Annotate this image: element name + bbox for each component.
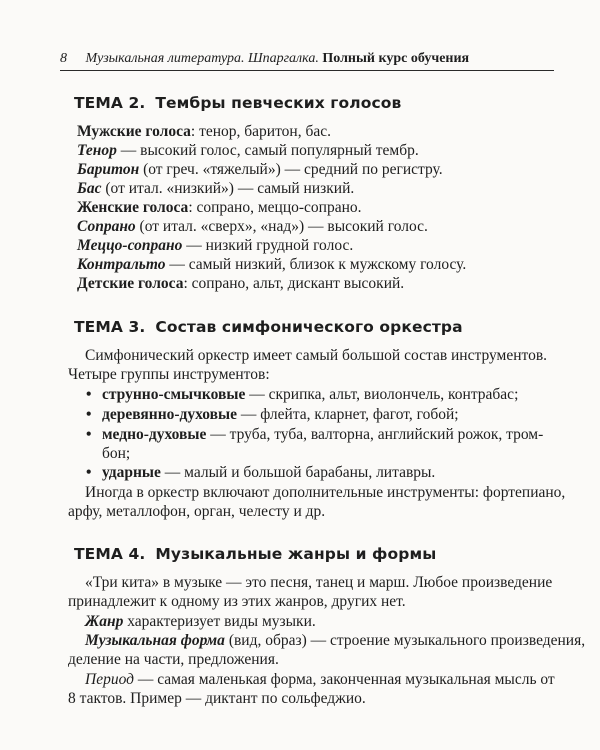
instrument-group-continuation: бон; — [102, 445, 131, 462]
section-4-number: ТЕМА 4. — [74, 545, 146, 563]
paragraph-line: Четыре группы инструментов: — [68, 366, 270, 383]
voice-line: Контральто — самый низкий, близок к мужскому голосу. — [77, 256, 467, 273]
paragraph-line: принадлежит к одному из этих жанров, других нет. — [68, 593, 406, 610]
instrument-group-item: • струнно-смычковые — скрипка, альт, виолончель, контрабас; — [86, 386, 519, 403]
section-3-number: ТЕМА 3. — [74, 318, 146, 336]
paragraph-line: 8 тактов. Пример — диктант по сольфеджио. — [68, 690, 366, 707]
paragraph-line: Жанр характеризует виды музыки. — [85, 613, 316, 630]
voice-line: Меццо-сопрано — низкий грудной голос. — [77, 237, 354, 254]
running-header — [60, 50, 552, 68]
paragraph-line: Период — самая маленькая форма, законченная музыкальная мысль от — [85, 671, 555, 688]
paragraph-line: арфу, металлофон, орган, челесту и др. — [68, 503, 326, 520]
book-title: Музыкальная литература. Шпаргалка. — [85, 51, 319, 66]
voice-line: Сопрано (от итал. «сверх», «над») — высокий голос. — [77, 218, 428, 235]
bullet-icon: • — [86, 426, 92, 443]
section-3-heading — [74, 317, 463, 337]
bullet-icon: • — [86, 386, 92, 403]
paragraph-line: Музыкальная форма (вид, образ) — строение музыкального произведения, — [85, 632, 586, 649]
section-4-heading — [74, 544, 436, 564]
book-subtitle: Полный курс обучения — [322, 51, 470, 66]
bullet-icon: • — [86, 406, 92, 423]
section-2-heading — [74, 93, 401, 113]
page-number: 8 — [60, 51, 67, 66]
section-4-title: Музыкальные жанры и формы — [155, 545, 437, 563]
bullet-icon: • — [86, 464, 92, 481]
paragraph-line: Симфонический оркестр имеет самый большой состав инструментов. — [85, 347, 548, 364]
instrument-group-item: • ударные — малый и большой барабаны, литавры. — [86, 464, 436, 481]
paragraph-line: Иногда в оркестр включают дополнительные инструменты: фортепиано, — [85, 484, 566, 501]
voice-line: Бас (от итал. «низкий») — самый низкий. — [77, 180, 355, 197]
instrument-group-item: • медно-духовые — труба, туба, валторна, английский рожок, тром- — [86, 426, 544, 443]
voice-line: Женские голоса: сопрано, меццо-сопрано. — [77, 199, 362, 216]
header-rule — [60, 70, 554, 71]
paragraph-line: деление на части, предложения. — [68, 651, 279, 668]
section-2-number: ТЕМА 2. — [74, 94, 146, 112]
voice-line: Тенор — высокий голос, самый популярный тембр. — [77, 142, 419, 159]
section-3-title: Состав симфонического оркестра — [155, 318, 463, 336]
voice-line: Мужские голоса: тенор, баритон, бас. — [77, 123, 331, 140]
instrument-group-item: • деревянно-духовые — флейта, кларнет, фагот, гобой; — [86, 406, 459, 423]
voice-line: Баритон (от греч. «тяжелый») — средний по регистру. — [77, 161, 443, 178]
section-2-title: Тембры певческих голосов — [155, 94, 402, 112]
voice-line: Детские голоса: сопрано, альт, дискант высокий. — [77, 275, 405, 292]
paragraph-line: «Три кита» в музыке — это песня, танец и марш. Любое произведение — [85, 574, 553, 591]
